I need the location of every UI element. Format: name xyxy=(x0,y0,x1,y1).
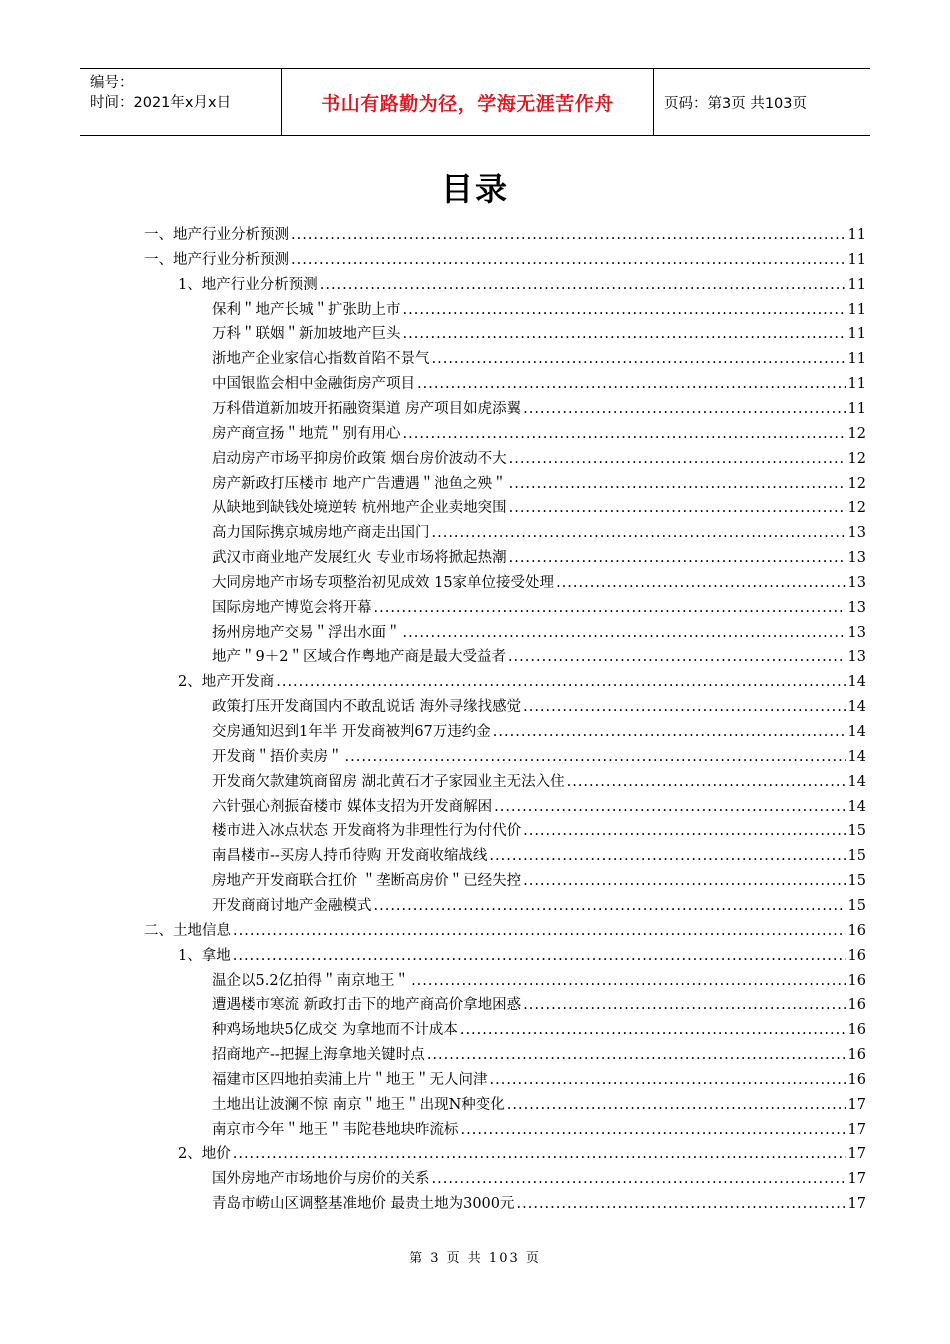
page-header xyxy=(80,68,870,136)
toc-entry[interactable] xyxy=(212,1067,866,1091)
toc-entry[interactable] xyxy=(144,222,866,246)
toc-entry-title: 从缺地到缺钱处境逆转 杭州地产企业卖地突围 xyxy=(212,500,507,517)
toc-entry[interactable] xyxy=(212,595,866,619)
toc-entry[interactable] xyxy=(212,719,866,743)
toc-entry[interactable] xyxy=(212,495,866,519)
toc-entry-page-number: 11 xyxy=(847,251,866,268)
toc-entry[interactable] xyxy=(212,744,866,768)
toc-entry-title: 万科＂联姻＂新加坡地产巨头 xyxy=(212,326,401,343)
toc-entry-page-number: 12 xyxy=(847,425,866,442)
toc-entry-title: 大同房地产市场专项整治初见成效 15家单位接受处理 xyxy=(212,574,555,591)
toc-entry[interactable] xyxy=(212,396,866,420)
toc-entry-page-number: 16 xyxy=(847,947,866,964)
toc-entry-page-number: 16 xyxy=(847,997,866,1014)
toc-entry[interactable] xyxy=(212,1092,866,1116)
toc-leader-dots xyxy=(493,721,846,743)
toc-entry-title: 土地出让波澜不惊 南京＂地王＂出现N种变化 xyxy=(212,1096,505,1113)
toc-leader-dots xyxy=(291,224,846,246)
toc-entry-page-number: 14 xyxy=(847,674,866,691)
toc-entry-title: 国际房地产博览会将开幕 xyxy=(212,599,372,616)
toc-entry-title: 政策打压开发商国内不敢乱说话 海外寻缘找感觉 xyxy=(212,699,522,716)
toc-leader-dots xyxy=(556,572,845,594)
toc-entry[interactable] xyxy=(144,918,866,942)
toc-entry-title: 福建市区四地拍卖浦上片＂地王＂无人问津 xyxy=(212,1071,488,1088)
toc-entry-page-number: 17 xyxy=(847,1196,866,1213)
toc-entry[interactable] xyxy=(212,769,866,793)
toc-entry-title: 1、拿地 xyxy=(178,947,231,964)
toc-leader-dots xyxy=(509,448,846,470)
toc-entry-page-number: 16 xyxy=(847,922,866,939)
toc-entry-title: 开发商欠款建筑商留房 湖北黄石才子家园业主无法入住 xyxy=(212,773,565,790)
toc-entry-page-number: 11 xyxy=(847,376,866,393)
toc-leader-dots xyxy=(403,323,846,345)
toc-entry-page-number: 11 xyxy=(847,227,866,243)
header-page-info-cell xyxy=(654,69,870,135)
toc-entry-title: 地产＂9＋2＂区域合作粤地产商是最大受益者 xyxy=(212,649,506,666)
toc-entry-page-number: 11 xyxy=(847,400,866,417)
toc-entry-page-number: 14 xyxy=(847,773,866,790)
toc-entry-page-number: 17 xyxy=(847,1121,866,1138)
toc-leader-dots xyxy=(523,696,845,718)
toc-entry-page-number: 11 xyxy=(847,276,866,293)
toc-entry-page-number: 14 xyxy=(847,699,866,716)
toc-entry[interactable] xyxy=(212,1042,866,1066)
toc-entry-page-number: 16 xyxy=(847,972,866,989)
toc-entry[interactable] xyxy=(212,818,866,842)
toc-entry-title: 交房通知迟到1年半 开发商被判67万违约金 xyxy=(212,724,491,740)
toc-entry[interactable] xyxy=(212,1117,866,1141)
toc-entry[interactable] xyxy=(212,794,866,818)
toc-entry-page-number: 12 xyxy=(847,500,866,517)
toc-entry[interactable] xyxy=(212,346,866,370)
toc-leader-dots xyxy=(508,646,846,668)
toc-leader-dots xyxy=(276,671,845,693)
toc-entry-page-number: 15 xyxy=(847,848,866,865)
toc-leader-dots xyxy=(509,497,846,519)
toc-entry-title: 种鸡场地块5亿成交 为拿地而不计成本 xyxy=(212,1022,458,1039)
toc-leader-dots xyxy=(523,994,845,1016)
toc-entry-page-number: 12 xyxy=(847,450,866,467)
toc-leader-dots xyxy=(403,299,846,321)
toc-entry-title: 浙地产企业家信心指数首陷不景气 xyxy=(212,351,430,368)
toc-entry-page-number: 13 xyxy=(847,599,866,616)
toc-leader-dots xyxy=(233,1143,846,1165)
toc-entry[interactable] xyxy=(144,247,866,271)
toc-entry-page-number: 13 xyxy=(847,550,866,567)
toc-entry-title: 万科借道新加坡开拓融资渠道 房产项目如虎添翼 xyxy=(212,400,522,417)
toc-entry-page-number: 17 xyxy=(847,1146,866,1163)
toc-leader-dots xyxy=(460,1019,846,1041)
toc-leader-dots xyxy=(490,1069,846,1091)
toc-entry-title: 2、地价 xyxy=(178,1146,231,1163)
toc-entry-page-number: 14 xyxy=(847,798,866,815)
toc-entry-title: 保利＂地产长城＂扩张助上市 xyxy=(212,301,401,318)
toc-entry[interactable] xyxy=(212,1191,866,1215)
toc-entry-page-number: 16 xyxy=(847,1022,866,1039)
toc-entry-page-number: 16 xyxy=(847,1071,866,1088)
toc-entry-title: 遭遇楼市寒流 新政打击下的地产商高价拿地困惑 xyxy=(212,997,522,1014)
toc-entry-page-number: 14 xyxy=(847,724,866,740)
toc-entry-title: 青岛市崂山区调整基准地价 最贵土地为3000元 xyxy=(212,1196,515,1213)
toc-entry[interactable] xyxy=(212,620,866,644)
toc-entry-title: 开发商＂捂价卖房＂ xyxy=(212,748,343,765)
toc-entry-title: 招商地产--把握上海拿地关键时点 xyxy=(212,1047,425,1064)
toc-entry-page-number: 11 xyxy=(847,326,866,343)
serial-number-label: 编号： xyxy=(90,75,134,91)
toc-entry-title: 南京市今年＂地王＂韦陀巷地块昨流标 xyxy=(212,1121,459,1138)
toc-leader-dots xyxy=(489,845,845,867)
toc-entry-title: 启动房产市场平抑房价政策 烟台房价波动不大 xyxy=(212,450,507,467)
toc-leader-dots xyxy=(523,870,845,892)
toc-entry[interactable] xyxy=(212,644,866,668)
toc-entry-page-number: 14 xyxy=(847,748,866,765)
toc-entry[interactable] xyxy=(212,471,866,495)
toc-leader-dots xyxy=(523,820,845,842)
toc-leader-dots xyxy=(374,597,846,619)
toc-entry[interactable] xyxy=(212,520,866,544)
toc-leader-dots xyxy=(417,373,846,395)
toc-entry-page-number: 13 xyxy=(847,624,866,641)
toc-entry-page-number: 13 xyxy=(847,574,866,591)
toc-leader-dots xyxy=(233,945,846,967)
toc-entry-page-number: 17 xyxy=(847,1171,866,1188)
toc-entry[interactable] xyxy=(178,1141,866,1165)
header-motto-cell xyxy=(282,69,654,135)
toc-leader-dots xyxy=(567,771,846,793)
toc-entry-title: 中国银监会相中金融街房产项目 xyxy=(212,376,415,393)
toc-leader-dots xyxy=(291,249,846,271)
toc-entry-title: 南昌楼市--买房人持币待购 开发商收缩战线 xyxy=(212,848,488,865)
toc-entry-title: 温企以5.2亿拍得＂南京地王＂ xyxy=(212,972,410,989)
toc-entry-page-number: 15 xyxy=(847,897,866,914)
toc-entry-page-number: 12 xyxy=(847,475,866,492)
toc-leader-dots xyxy=(427,1044,846,1066)
toc-entry-page-number: 13 xyxy=(847,525,866,542)
toc-entry[interactable] xyxy=(212,545,866,569)
toc-entry-title: 武汉市商业地产发展红火 专业市场将掀起热潮 xyxy=(212,550,507,567)
toc-entry-title: 二、土地信息 xyxy=(144,922,231,939)
toc-entry[interactable] xyxy=(178,669,866,693)
toc-entry-page-number: 11 xyxy=(847,351,866,368)
toc-leader-dots xyxy=(432,348,846,370)
toc-leader-dots xyxy=(432,522,846,544)
toc-entry-title: 2、地产开发商 xyxy=(178,674,275,691)
toc-leader-dots xyxy=(403,622,846,644)
page-title: 目录 xyxy=(440,170,509,208)
toc-entry-title: 1、地产行业分析预测 xyxy=(178,276,318,293)
toc-entry-title: 楼市进入冰点状态 开发商将为非理性行为付代价 xyxy=(212,823,522,840)
toc-entry-title: 六针强心剂振奋楼市 媒体支招为开发商解困 xyxy=(212,798,493,815)
toc-entry-title: 房地产开发商联合扛价 ＂垄断高房价＂已经失控 xyxy=(212,873,522,890)
toc-entry-title: 房产商宣扬＂地荒＂别有用心 xyxy=(212,425,401,442)
toc-leader-dots xyxy=(320,274,846,296)
toc-entry[interactable] xyxy=(212,992,866,1016)
toc-entry[interactable] xyxy=(212,868,866,892)
toc-entry-title: 国外房地产市场地价与房价的关系 xyxy=(212,1171,430,1188)
toc-entry[interactable] xyxy=(212,968,866,992)
toc-entry[interactable] xyxy=(212,694,866,718)
toc-leader-dots xyxy=(507,1094,846,1116)
toc-entry-title: 一、地产行业分析预测 xyxy=(144,227,289,243)
toc-entry-page-number: 11 xyxy=(847,301,866,318)
toc-leader-dots xyxy=(432,1168,846,1190)
toc-entry[interactable] xyxy=(212,1166,866,1190)
toc-entry-page-number: 15 xyxy=(847,823,866,840)
toc-leader-dots xyxy=(509,547,846,569)
header-page-info: 页码：第3页 共103页 xyxy=(664,95,808,112)
toc-leader-dots xyxy=(509,473,846,495)
toc-entry[interactable] xyxy=(212,371,866,395)
toc-entry[interactable] xyxy=(212,321,866,345)
header-motto: 书山有路勤为径，学海无涯苦作舟 xyxy=(321,92,614,115)
toc-leader-dots xyxy=(411,970,845,992)
toc-leader-dots xyxy=(345,746,846,768)
toc-entry[interactable] xyxy=(178,272,866,296)
toc-entry[interactable] xyxy=(212,570,866,594)
toc-leader-dots xyxy=(403,423,846,445)
toc-leader-dots xyxy=(523,398,845,420)
toc-leader-dots xyxy=(233,920,846,942)
header-left-cell xyxy=(80,69,282,135)
toc-entry-title: 开发商商讨地产金融模式 xyxy=(212,897,372,914)
toc-leader-dots xyxy=(517,1193,846,1215)
toc-entry-title: 一、地产行业分析预测 xyxy=(144,251,289,268)
toc-entry-page-number: 13 xyxy=(847,649,866,666)
toc-leader-dots xyxy=(461,1119,846,1141)
toc-entry-page-number: 15 xyxy=(847,873,866,890)
page-footer: 第 3 页 共 103 页 xyxy=(409,1251,541,1266)
date-label: 时间：2021年x月x日 xyxy=(90,95,232,111)
toc-leader-dots xyxy=(494,796,845,818)
toc-entry[interactable] xyxy=(212,843,866,867)
toc-entry-title: 房产新政打压楼市 地产广告遭遇＂池鱼之殃＂ xyxy=(212,475,507,492)
toc-leader-dots xyxy=(374,895,846,917)
toc-entry-title: 高力国际携京城房地产商走出国门 xyxy=(212,525,430,542)
toc-entry-page-number: 17 xyxy=(847,1096,866,1113)
toc-entry[interactable] xyxy=(212,297,866,321)
toc-entry[interactable] xyxy=(178,943,866,967)
toc-entry-title: 扬州房地产交易＂浮出水面＂ xyxy=(212,624,401,641)
toc-entry[interactable] xyxy=(212,421,866,445)
toc-entry[interactable] xyxy=(212,893,866,917)
toc-entry[interactable] xyxy=(212,446,866,470)
toc-entry-page-number: 16 xyxy=(847,1047,866,1064)
toc-entry[interactable] xyxy=(212,1017,866,1041)
